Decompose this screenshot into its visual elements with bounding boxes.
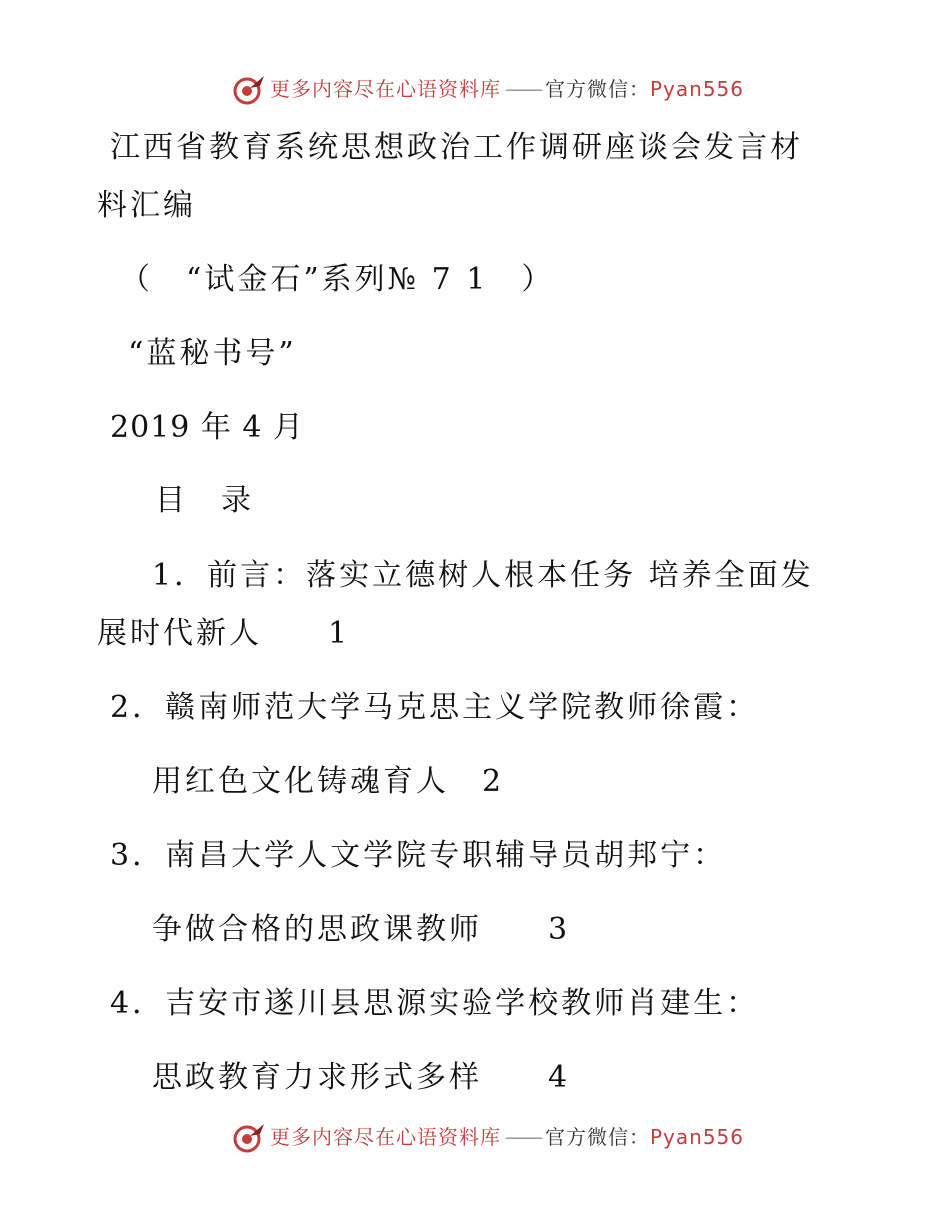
doc-series: （ “试金石”系列№ 7 1 ） bbox=[120, 262, 555, 297]
doc-source: “蓝秘书号” bbox=[128, 336, 297, 371]
watermark-text bbox=[270, 1125, 744, 1149]
quill-logo-icon bbox=[232, 1122, 266, 1154]
watermark-text bbox=[270, 77, 744, 101]
toc-item-1-line-1: 1．前言：落实立德树人根本任务 培养全面发 bbox=[152, 558, 814, 593]
watermark-dash: —— bbox=[505, 77, 541, 101]
watermark-wechat-label: 官方微信： bbox=[545, 1125, 650, 1149]
watermark-wechat-id: Pyan556 bbox=[650, 77, 745, 101]
toc-item-4-line-2: 思政教育力求形式多样 4 bbox=[152, 1060, 571, 1095]
toc-item-3-line-2: 争做合格的思政课教师 3 bbox=[152, 912, 571, 947]
toc-item-3-line-1: 3．南昌大学人文学院专职辅导员胡邦宁： bbox=[110, 838, 727, 873]
toc-item-4-line-1: 4．吉安市遂川县思源实验学校教师肖建生： bbox=[110, 986, 760, 1021]
watermark-wechat-id: Pyan556 bbox=[650, 1125, 745, 1149]
watermark-wechat-label: 官方微信： bbox=[545, 77, 650, 101]
toc-item-1-line-2: 展时代新人 1 bbox=[97, 616, 351, 651]
watermark-main: 更多内容尽在心语资料库 bbox=[270, 77, 501, 101]
toc-item-2-line-2: 用红色文化铸魂育人 2 bbox=[152, 764, 505, 799]
doc-title-line-2: 料汇编 bbox=[97, 188, 196, 223]
watermark-footer bbox=[0, 1118, 950, 1158]
toc-heading: 目 录 bbox=[155, 483, 254, 518]
watermark-header bbox=[0, 70, 950, 110]
toc-item-2-line-1: 2．赣南师范大学马克思主义学院教师徐霞： bbox=[110, 690, 760, 725]
watermark-main: 更多内容尽在心语资料库 bbox=[270, 1125, 501, 1149]
doc-title-line-1: 江西省教育系统思想政治工作调研座谈会发言材 bbox=[110, 130, 803, 165]
doc-date: 2019 年 4 月 bbox=[110, 410, 305, 445]
quill-logo-icon bbox=[232, 74, 266, 106]
watermark-dash: —— bbox=[505, 1125, 541, 1149]
